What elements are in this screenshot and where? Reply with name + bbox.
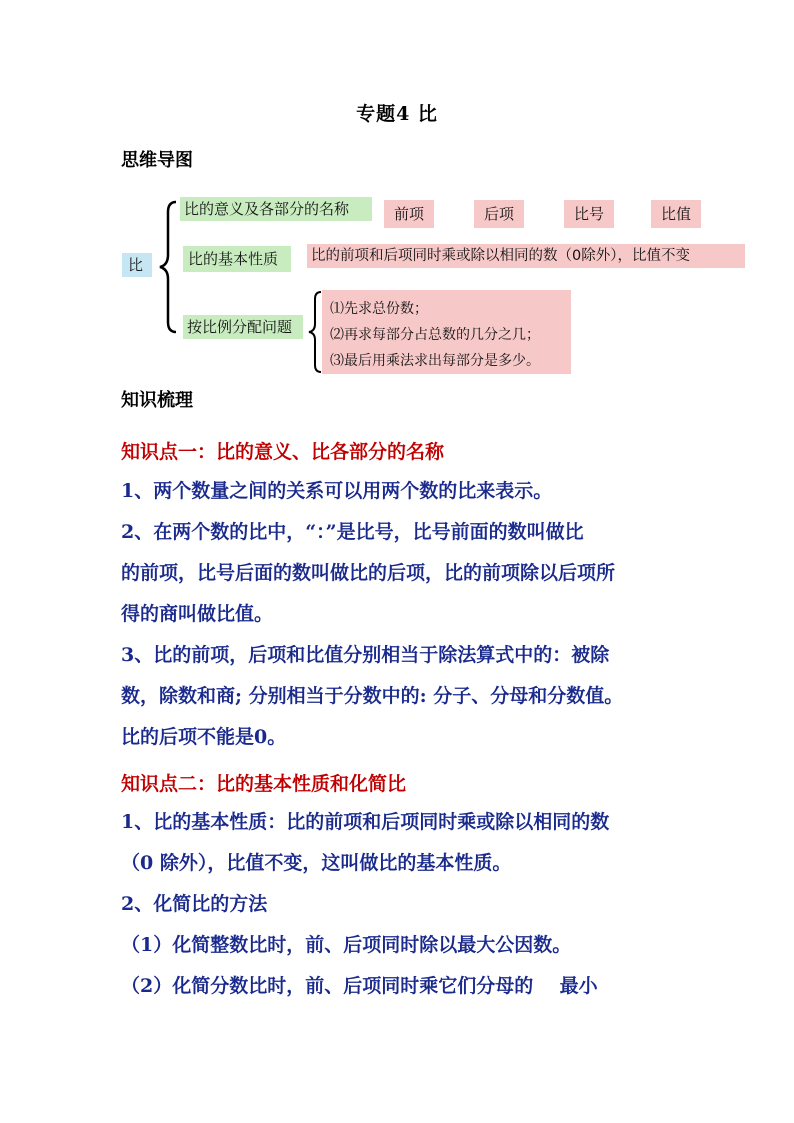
kp2-line-2: （0 除外），比值不变，这叫做比的基本性质。 <box>121 852 512 874</box>
property-detail: 比的前项和后项同时乘或除以相同的数（0除外），比值不变 <box>307 244 745 268</box>
knowledge-heading: 知识梳理 <box>121 390 193 411</box>
kp1-line-3: 的前项，比号后面的数叫做比的后项，比的前项除以后项所 <box>121 562 616 584</box>
branch-meaning: 比的意义及各部分的名称 <box>180 197 372 221</box>
step-1: ⑴先求总份数； <box>330 301 428 317</box>
term-back: 后项 <box>474 200 524 228</box>
kp1-line-4: 得的商叫做比值。 <box>121 603 274 625</box>
kp2-heading: 知识点二：比的基本性质和化简比 <box>121 773 407 795</box>
step-2: ⑵再求每部分占总数的几分之几； <box>330 327 540 343</box>
kp1-line-5: 3、比的前项，后项和比值分别相当于除法算式中的：被除 <box>121 644 610 666</box>
kp1-body <box>121 471 681 758</box>
kp1-heading: 知识点一：比的意义、比各部分的名称 <box>121 441 445 463</box>
term-ratio-value: 比值 <box>651 200 701 228</box>
branch-property: 比的基本性质 <box>183 246 291 272</box>
mindmap-root: 比 <box>122 253 152 277</box>
kp1-line-6: 数，除数和商; 分别相当于分数中的: 分子、分母和分数值。 <box>121 685 624 707</box>
kp2-line-3: 2、化简比的方法 <box>121 893 268 915</box>
mindmap-heading: 思维导图 <box>121 150 193 171</box>
kp1-line-1: 1、两个数量之间的关系可以用两个数的比来表示。 <box>121 480 553 502</box>
kp2-line-5: （2）化简分数比时，前、后项同时乘它们分母的 最小 <box>121 975 598 997</box>
main-brace <box>156 200 180 334</box>
kp2-body <box>121 802 681 1007</box>
term-ratio-sign: 比号 <box>564 200 614 228</box>
term-front: 前项 <box>384 200 434 228</box>
branch-distribution: 按比例分配问题 <box>183 315 303 339</box>
step-3: ⑶最后用乘法求出每部分是多少。 <box>330 353 540 369</box>
kp1-line-7: 比的后项不能是0。 <box>121 726 287 748</box>
page-title: 专题4 比 <box>356 103 438 125</box>
kp1-line-2: 2、在两个数的比中，“：”是比号，比号前面的数叫做比 <box>121 521 584 543</box>
kp2-line-1: 1、比的基本性质：比的前项和后项同时乘或除以相同的数 <box>121 811 610 833</box>
distribution-steps <box>322 290 571 374</box>
kp2-line-4: （1）化简整数比时，前、后项同时除以最大公因数。 <box>121 934 572 956</box>
